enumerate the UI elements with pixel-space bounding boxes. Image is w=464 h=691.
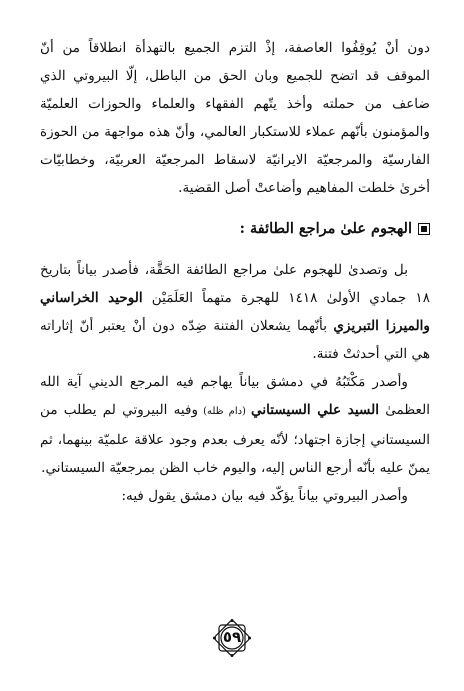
paragraph-3 (40, 368, 430, 482)
paragraph-2-text-b: بأنّهما يشعلان الفتنة ضِدّه دون أنْ يعتبر أنّ إثاراته هي التي أحدثتْ فتنة. (40, 318, 430, 362)
square-bullet-icon (418, 223, 430, 235)
page-number: ٥٩ (222, 628, 242, 646)
paragraph-1: دون أنْ يُوقِفُوا العاصفة، إذْ التزم الجميع بالتهدأة انطلاقاً من أنّ الموقف قد اتضح للجميع وبان الحق من الباطل، إلّا البيروتي الذي ضاعف من حملته وأخذ يتّهم الفقهاء والعلماء والحوزات العلميّة والمؤمنون بأنّهم عملاء للاستكبار العالمي، وأنّ هذه مواجهة من الحوزة الفارسيّة والمرجعيّة الايرانيّة لاسقاط المرجعيّة العربيّة، وخطابيّات أخرىٰ خلطت المفاهيم وأضاعتْ أصل القضية. (40, 40, 430, 196)
paragraph-3-honorific: (دام ظله) (198, 406, 251, 417)
paragraph-3-text-b: وفيه البيروتي لم يطلب من السيستاني إجازة اجتهاد؛ لأنّه يعرف بعدم وجود علاقة علميّة بينهما، ثم يمنّ عليه بأنّه أرجع الناس إليه، واليوم خاب الظن بمرجعيّة السيستاني. (40, 402, 430, 476)
page-number-ornament (212, 618, 252, 658)
paragraph-3-text-a: وأصدر مَكْتَبُهُ في دمشق بياناً يهاجم فيه المرجع الديني آية الله العظمىٰ (40, 374, 431, 418)
paragraph-3-name: السيد علي السيستاني (251, 402, 380, 418)
paragraph-2 (40, 256, 430, 368)
section-heading (40, 214, 430, 244)
spacer (40, 244, 430, 256)
paragraph-2-text-a: بل وتصدىٰ للهجوم علىٰ مراجع الطائفة الحَقَّة، فأصدر بياناً بتاريخ ١٨ جمادي الأولىٰ ١٤١٨ للهجرة متهماً العَلَمَيْن (40, 262, 430, 306)
spacer (40, 202, 430, 214)
paragraph-4: وأصدر البيروتي بياناً يؤكّد فيه بيان دمشق يقول فيه: (121, 488, 408, 504)
paragraph-2-names: الوحيد الخراساني والميرزا التبريزي (40, 290, 430, 334)
section-heading-text: الهجوم علىٰ مراجع الطائفة : (239, 220, 412, 237)
